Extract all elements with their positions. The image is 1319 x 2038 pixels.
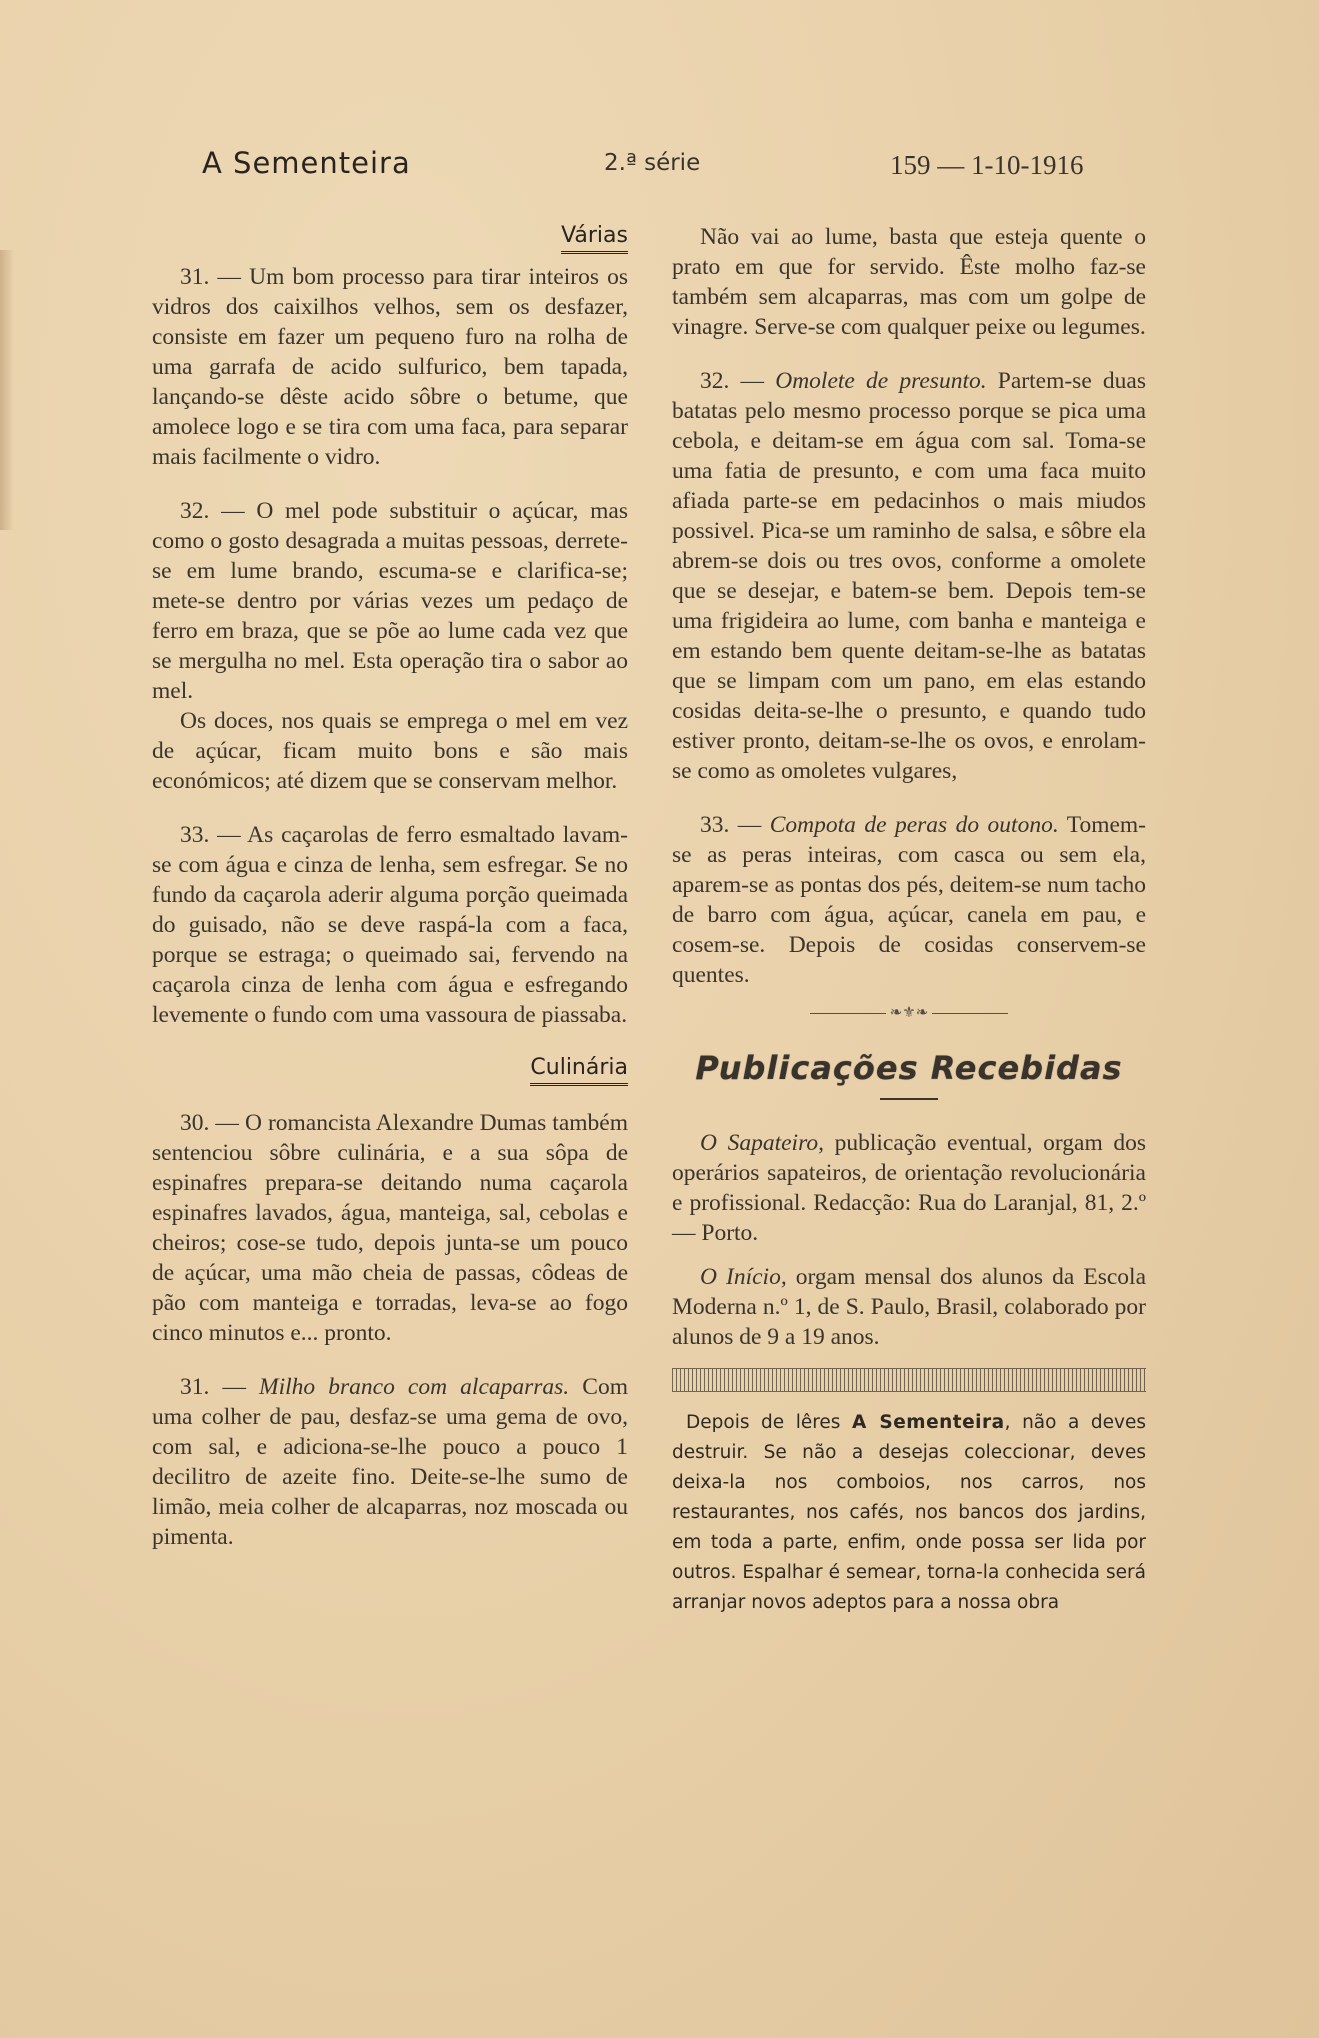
culinaria-item-30: 30. — O romancista Alexandre Dumas também sentenciou sôbre culinária, e a sua sôpa de espinafres prepara-se deitando numa caçarola espinafres lavados, água, manteiga, sal, cebolas e cheiros; cose-se tudo, depois junta-se um pouco de açúcar, uma mão cheia de passas, côdeas de pão com manteiga e torradas, leva-se ao fogo cinco minutos e... pronto. (152, 1110, 628, 1346)
journal-title: A Sementeira (202, 146, 411, 180)
recipe-title: Omolete de presunto. (775, 368, 987, 394)
left-column (152, 222, 628, 1576)
culinaria-item-33: 33. — Compota de peras do outono. Tomem-se as peras inteiras, com casca ou sem ela, aparem-se as pontas dos pés, deitem-se num tacho de barro com água, açúcar, canela em pau, e cosem-se. Depois de cosidas conservem-se quentes. (672, 812, 1147, 988)
culinaria-item-31-cont: Não vai ao lume, basta que esteja quente o prato em que for servido. Êste molho faz-se também sem alcaparras, mas com um golpe de vinagre. Serve-se com qualquer peixe ou legumes. (672, 224, 1146, 340)
publications-list (672, 1128, 1146, 1352)
ornament-divider: ❧⚜❧ (672, 998, 1146, 1028)
recipe-title: Milho branco com alcaparras. (259, 1374, 570, 1400)
section-heading-publicacoes: Publicações Recebidas (695, 1049, 1123, 1087)
varias-item-33: 33. — As caçarolas de ferro esmaltado lavam-se com água e cinza de lenha, sem esfregar. Se no fundo da caçarola aderir alguma porção queimada do guisado, não se deve raspá-la com a faca, porque se estraga; o queimado sai, fervendo na caçarola cinza de lenha com água e esfregando levemente o fundo com uma vassoura de piassaba. (152, 822, 628, 1028)
varias-item-32: 32. — O mel pode substituir o açúcar, mas como o gosto desagrada a muitas pessoas, derrete-se em lume brando, escuma-se e clarifica-se; mete-se dentro por várias vezes um pedaço de ferro em braza, que se põe ao lume cada vez que se mergulha no mel. Esta operação tira o sabor ao mel. (152, 498, 628, 704)
varias-item-32-cont: Os doces, nos quais se emprega o mel em vez de açúcar, ficam muito bons e são mais económicos; até dizem que se conservam melhor. (152, 708, 628, 794)
recipe-title: Compota de peras do outono. (769, 812, 1059, 838)
culinaria-item-32: 32. — Omolete de presunto. Partem-se duas batatas pelo mesmo processo porque se pica uma cebola, e deitam-se em água com sal. Toma-se uma fatia de presunto, e com uma faca muito afiada parte-se em pedacinhos o mais miudos possivel. Pica-se um raminho de salsa, e sôbre ela abrem-se dois ou tres ovos, conforme a omolete que se desejar, e batem-se bem. Depois tem-se uma frigideira ao lume, com banha e manteiga e em estando bem quente deitam-se-lhe as batatas que se limpam com um pano, em elas estando cosidas deita-se-lhe o presunto, e quando tudo estiver pronto, deitam-se-lhe os ovos, e enrolam-se como as omoletes vulgares, (672, 368, 1146, 784)
right-column (672, 222, 1146, 1618)
section-heading-varias: Várias (152, 222, 628, 254)
issue-date: 159 — 1-10-1916 (890, 150, 1084, 180)
hatched-divider (672, 1368, 1146, 1392)
section-heading-culinaria: Culinária (152, 1054, 628, 1086)
publication-item: O Início, orgam mensal dos alunos da Escola Moderna n.º 1, de S. Paulo, Brasil, colaborado por alunos de 9 a 19 anos. (672, 1264, 1146, 1350)
culinaria-item-31: 31. — Milho branco com alcaparras. Com uma colher de pau, desfaz-se uma gema de ovo, com sal, e adiciona-se-lhe pouco a pouco 1 decilitro de azeite fino. Deite-se-lhe sumo de limão, meia colher de alcaparras, noz moscada ou pimenta. (152, 1374, 628, 1550)
series-label: 2.ª série (604, 150, 701, 176)
varias-item-31: 31. — Um bom processo para tirar inteiros os vidros dos caixilhos velhos, sem os desfazer, consiste em fazer um pequeno furo na rolha de uma garrafa de acido sulfurico, bem tapada, lançando-se dêste acido sôbre o betume, que amolece logo e se tira com uma faca, para separar mais facilmente o vidro. (152, 264, 628, 470)
page-edge-shadow (0, 250, 14, 530)
heading-rule (880, 1098, 938, 1100)
reader-note: Depois de lêres A Sementeira, não a deves destruir. Se não a desejas coleccionar, deves deixa-la nos comboios, nos carros, nos restaurantes, nos cafés, nos bancos dos jardins, em toda a parte, enfim, onde possa ser lida por outros. Espalhar é semear, torna-la conhecida será arranjar novos adeptos para a nossa obra (672, 1412, 1146, 1613)
publication-item: O Sapateiro, publicação eventual, orgam dos operários sapateiros, de orientação revolucionária e profissional. Redacção: Rua do Laranjal, 81, 2.º — Porto. (672, 1130, 1146, 1246)
page-header (0, 146, 1319, 186)
journal-name: A Sementeira (852, 1412, 1005, 1433)
